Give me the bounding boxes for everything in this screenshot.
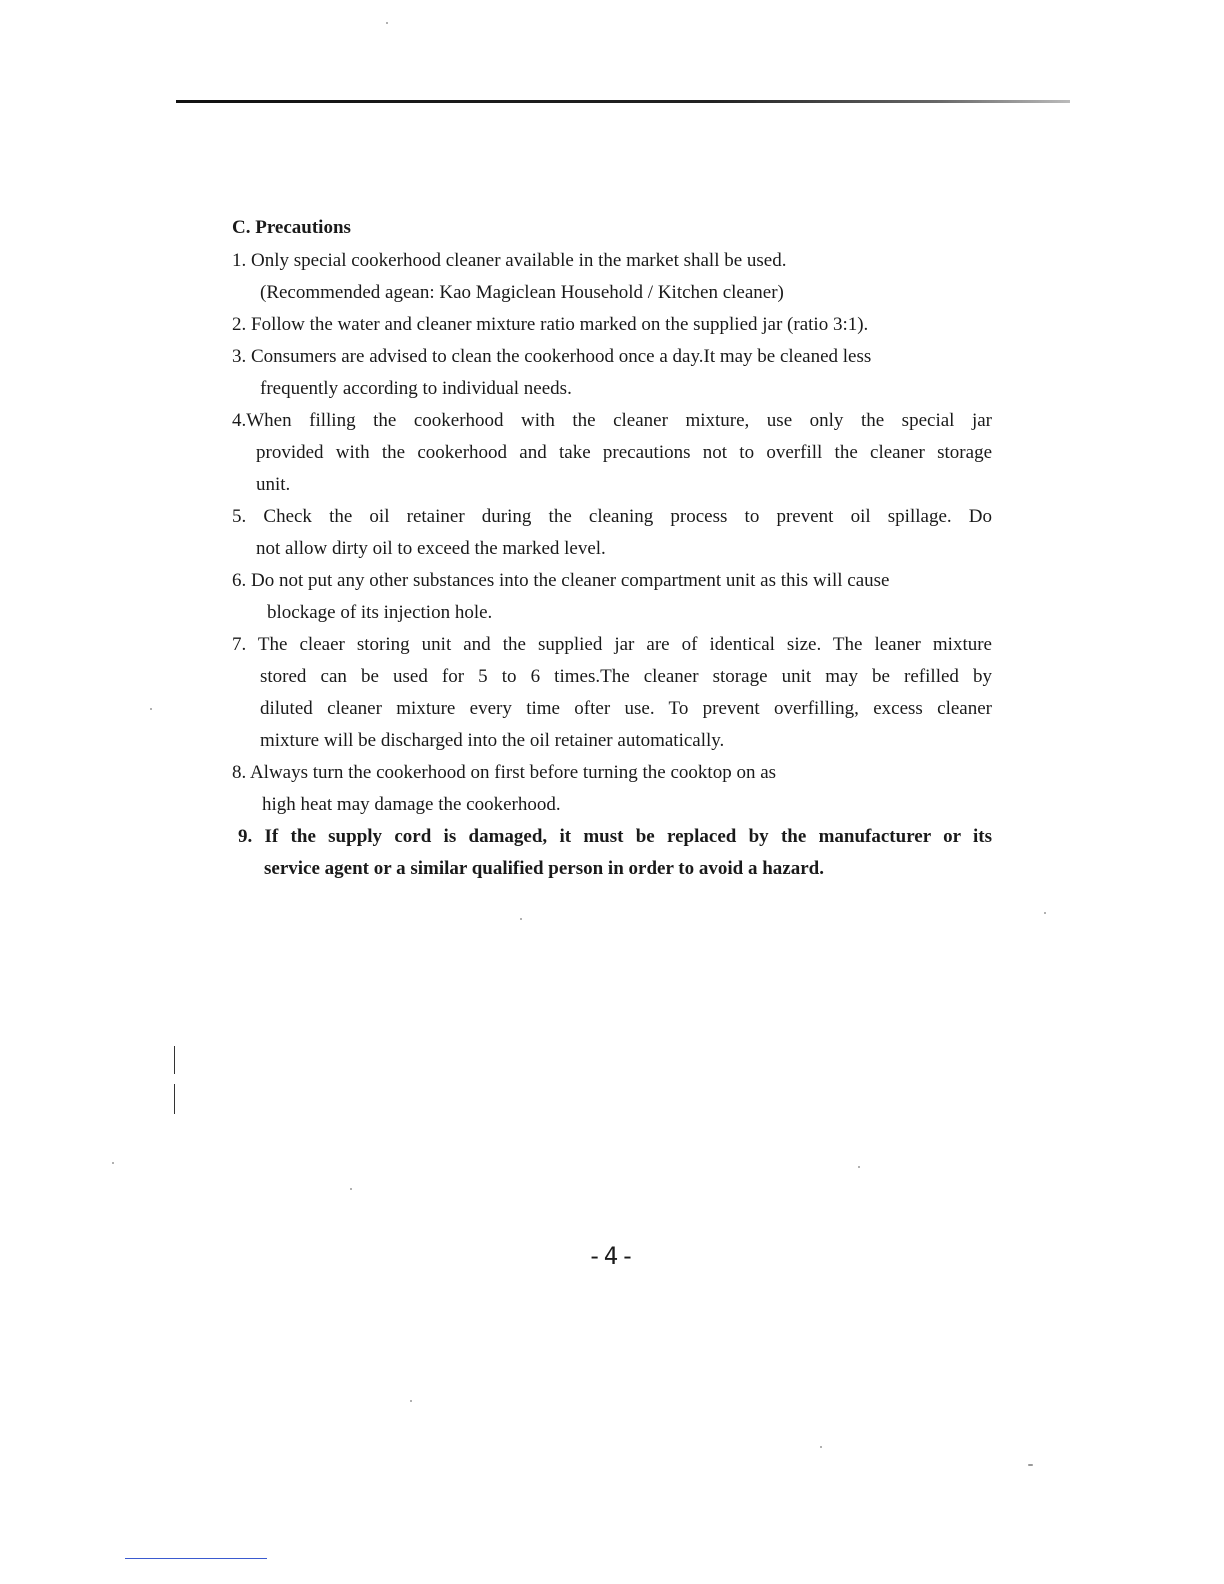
item-line: unit. <box>256 474 291 495</box>
scan-speck <box>520 918 522 920</box>
item-line: provided with the cookerhood and take precautions not to overfill the cleaner storage <box>256 442 992 463</box>
item-line: diluted cleaner mixture every time ofter use. To prevent overfilling, excess cleaner <box>260 698 992 719</box>
list-item-9-warning <box>232 821 992 885</box>
item-line: service agent or a similar qualified person in order to avoid a hazard. <box>264 858 824 879</box>
margin-mark <box>174 1046 175 1074</box>
list-item-1 <box>232 245 992 309</box>
scan-speck <box>410 1400 412 1402</box>
list-item-7 <box>232 629 992 757</box>
scan-speck <box>820 1446 822 1448</box>
precautions-section <box>232 214 992 885</box>
item-line: stored can be used for 5 to 6 times.The cleaner storage unit may be refilled by <box>260 666 992 687</box>
item-line: 8. Always turn the cookerhood on first before turning the cooktop on as <box>232 762 777 783</box>
list-item-5 <box>232 501 992 565</box>
scan-speck <box>1028 1464 1033 1466</box>
item-line: 1. Only special cookerhood cleaner available in the market shall be used. <box>232 250 787 271</box>
scan-speck <box>112 1162 114 1164</box>
list-item-4 <box>232 405 992 501</box>
item-line: blockage of its injection hole. <box>267 602 493 623</box>
item-line: 5. Check the oil retainer during the cleaning process to prevent oil spillage. Do <box>232 506 992 527</box>
item-line: 4.When filling the cookerhood with the cleaner mixture, use only the special jar <box>232 410 992 431</box>
item-line: (Recommended agean: Kao Magiclean Household / Kitchen cleaner) <box>260 282 784 303</box>
margin-mark <box>174 1084 175 1114</box>
scan-speck <box>858 1166 860 1168</box>
section-title: C. Precautions <box>232 217 351 238</box>
scan-speck <box>386 22 388 24</box>
list-item-3 <box>232 341 992 405</box>
item-line: 6. Do not put any other substances into the cleaner compartment unit as this will cause <box>232 570 890 591</box>
item-line: frequently according to individual needs. <box>260 378 572 399</box>
bottom-rule <box>125 1558 267 1559</box>
item-line: mixture will be discharged into the oil retainer automatically. <box>260 730 725 751</box>
header-rule <box>176 100 1070 103</box>
scan-speck <box>1044 912 1046 914</box>
list-item-2 <box>232 309 992 341</box>
list-item-6 <box>232 565 992 629</box>
item-line: not allow dirty oil to exceed the marked level. <box>256 538 606 559</box>
item-line: 3. Consumers are advised to clean the cookerhood once a day.It may be cleaned less <box>232 346 872 367</box>
list-item-8 <box>232 757 992 821</box>
page-number: -4- <box>587 1242 637 1270</box>
item-line: high heat may damage the cookerhood. <box>262 794 561 815</box>
item-line: 9. If the supply cord is damaged, it must be replaced by the manufacturer or its <box>238 826 992 847</box>
item-line: 7. The cleaer storing unit and the supplied jar are of identical size. The leaner mixture <box>232 634 992 655</box>
item-line: 2. Follow the water and cleaner mixture ratio marked on the supplied jar (ratio 3:1). <box>232 314 869 335</box>
scan-speck <box>350 1188 352 1190</box>
scan-speck <box>150 708 152 710</box>
